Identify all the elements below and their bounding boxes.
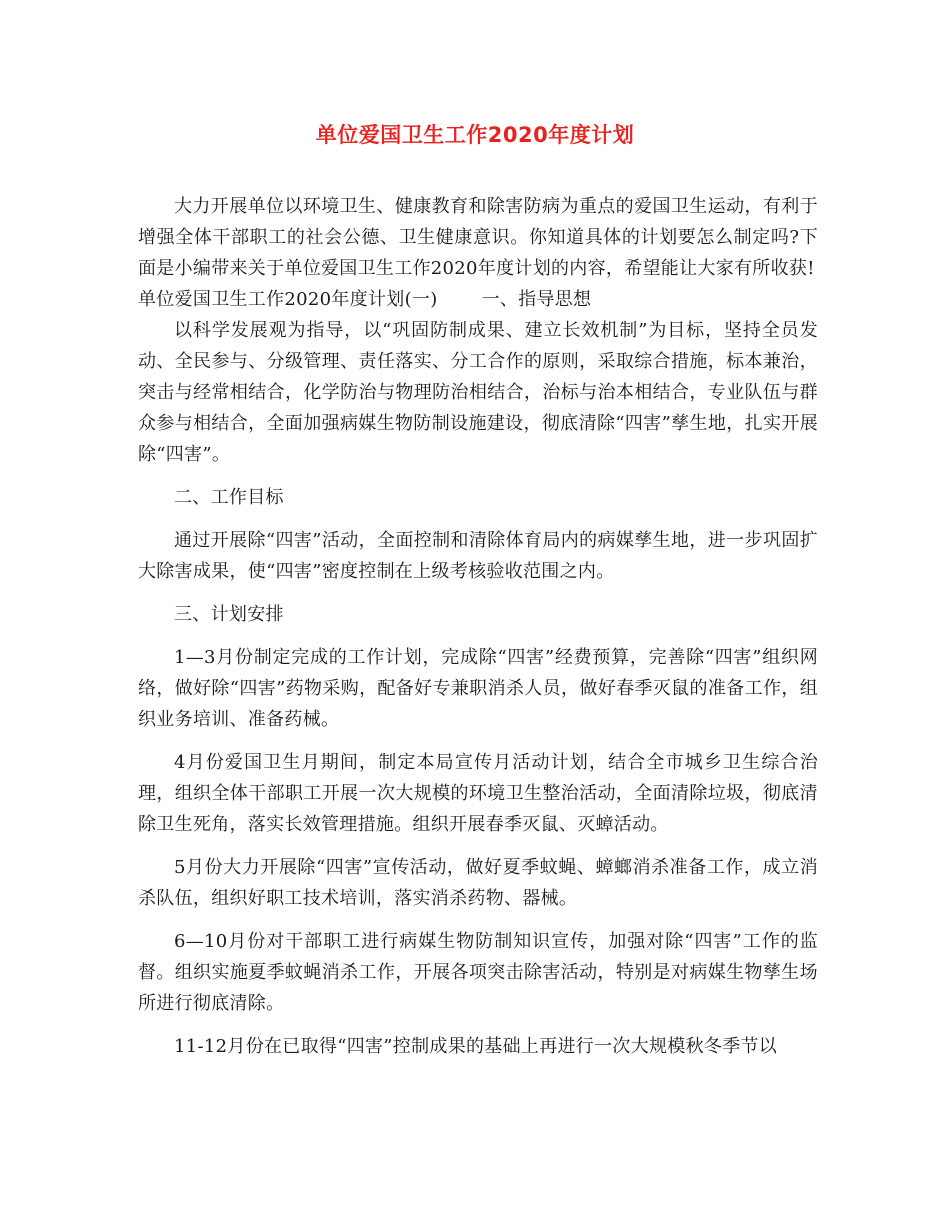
- section2-paragraph: 通过开展除“四害”活动，全面控制和清除体育局内的病媒孳生地，进一步巩固扩大除害成果，使“四害”密度控制在上级考核验收范围之内。: [138, 530, 818, 582]
- plan-item-1: 1—3月份制定完成的工作计划，完成除“四害”经费预算，完善除“四害”组织网络，做好除“四害”药物采购，配备好专兼职消杀人员，做好春季灭鼠的准备工作，组织业务培训、准备药械。: [138, 647, 818, 730]
- section1-paragraph: 以科学发展观为指导，以“巩固防制成果、建立长效机制”为目标，坚持全员发动、全民参与、分级管理、责任落实、分工合作的原则，采取综合措施，标本兼治，突击与经常相结合，化学防治与物理防治相结合，治标与治本相结合，专业队伍与群众参与相结合，全面加强病媒生物防制设施建设，彻底清除“四害”孳生地，扎实开展除“四害”。: [138, 320, 818, 465]
- section3-heading: 三、计划安排: [174, 604, 284, 625]
- section1-heading: 一、指导思想: [481, 289, 592, 310]
- plan-item-2: 4月份爱国卫生月期间，制定本局宣传月活动计划，结合全市城乡卫生综合治理，组织全体干部职工开展一次大规模的环境卫生整治活动，全面清除垃圾，彻底清除卫生死角，落实长效管理措施。组织开展春季灭鼠、灭蟑活动。: [138, 752, 818, 835]
- section2-heading: 二、工作目标: [174, 487, 284, 508]
- plan-item-4: 6—10月份对干部职工进行病媒生物防制知识宣传，加强对除“四害”工作的监督。组织实施夏季蚊蝇消杀工作，开展各项突击除害活动，特别是对病媒生物孳生场所进行彻底清除。: [138, 931, 818, 1014]
- plan-heading: 单位爱国卫生工作2020年度计划(一): [138, 289, 438, 310]
- plan-heading-line: [138, 284, 818, 315]
- plan-item-3: 5月份大力开展除“四害”宣传活动，做好夏季蚊蝇、蟑螂消杀准备工作，成立消杀队伍，组织好职工技术培训，落实消杀药物、器械。: [138, 857, 818, 909]
- intro-paragraph: 大力开展单位以环境卫生、健康教育和除害防病为重点的爱国卫生运动，有利于增强全体干部职工的社会公德、卫生健康意识。你知道具体的计划要怎么制定吗?下面是小编带来关于单位爱国卫生工作2020年度计划的内容，希望能让大家有所收获!: [138, 196, 818, 279]
- document-title: 单位爱国卫生工作2020年度计划: [315, 123, 635, 147]
- plan-item-5: 11-12月份在已取得“四害”控制成果的基础上再进行一次大规模秋冬季节以: [174, 1036, 778, 1057]
- document-body: [138, 191, 818, 1062]
